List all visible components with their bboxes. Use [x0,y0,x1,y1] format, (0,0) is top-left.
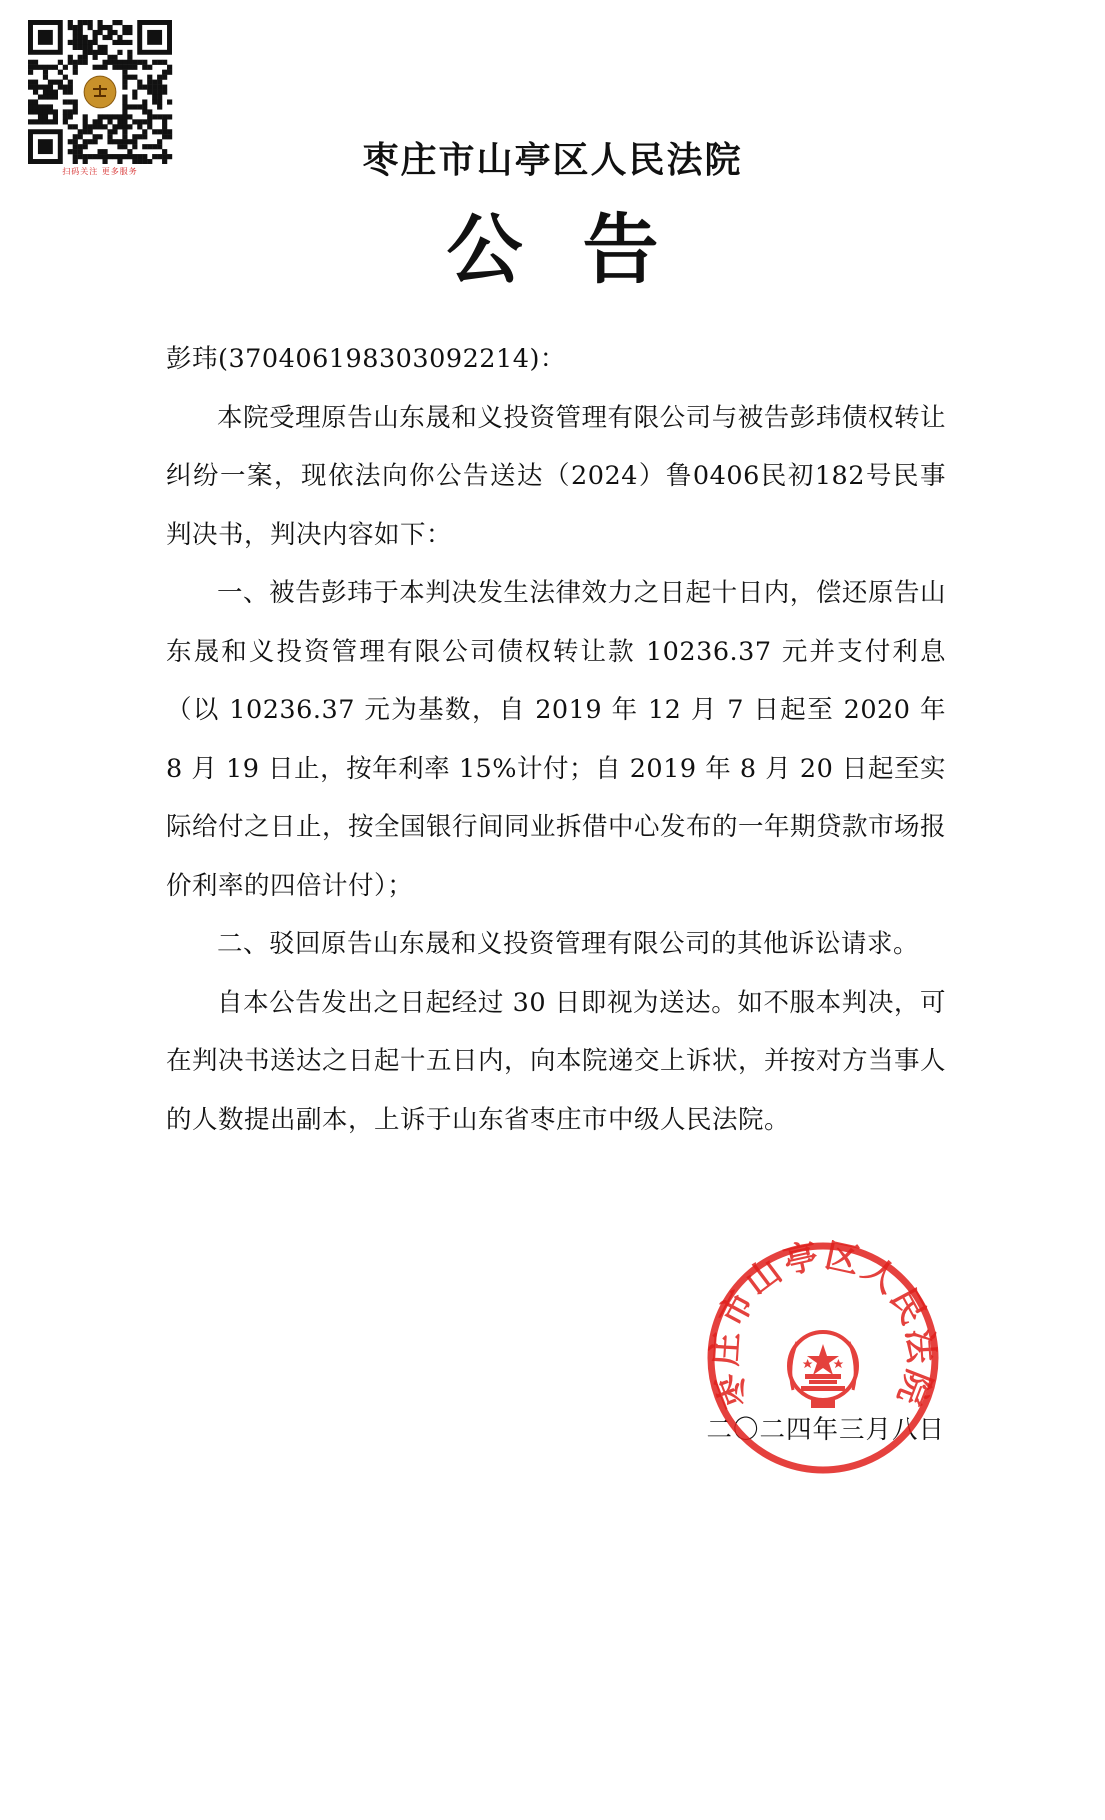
paragraph-intro: 本院受理原告山东晟和义投资管理有限公司与被告彭玮债权转让纠纷一案，现依法向你公告送达（2024）鲁0406民初182号民事判决书，判决内容如下： [166,402,946,550]
addressee: 彭玮(370406198303092214)： [166,344,566,374]
paragraph-judgment-2: 二、驳回原告山东晟和义投资管理有限公司的其他诉讼请求。 [217,929,920,959]
court-seal [705,1240,941,1476]
document-title: 公告 [446,205,719,294]
seal-image [705,1240,941,1476]
paragraph-service: 自本公告发出之日起经过 30 日即视为送达。如不服本判决，可在判决书送达之日起十五日内，向本院递交上诉状，并按对方当事人的人数提出副本，上诉于山东省枣庄市中级人民法院。 [166,987,947,1135]
qr-caption: 扫码关注 更多服务 [62,167,138,176]
paragraph-judgment-1: 一、被告彭玮于本判决发生法律效力之日起十日内，偿还原告山东晟和义投资管理有限公司债权转让款 10236.37 元并支付利息（以 10236.37 元为基数，自 2019 年 12 月 7 日起至 2020 年 8 月 19 日止，按年利率 15%计付；自 2019 年 8 月 20 日起至实际给付之日止，按全国银行间同业拆借中心发布的一年期贷款市场报价利率的四倍计付）； [166,578,947,901]
svg-text:枣庄市山亭区人民法院: 枣庄市山亭区人民法院 [705,1240,941,1414]
court-name: 枣庄市山亭区人民法院 [362,140,743,181]
issue-date: 二〇二四年三月八日 [706,1415,945,1445]
notice-body [166,330,946,1149]
